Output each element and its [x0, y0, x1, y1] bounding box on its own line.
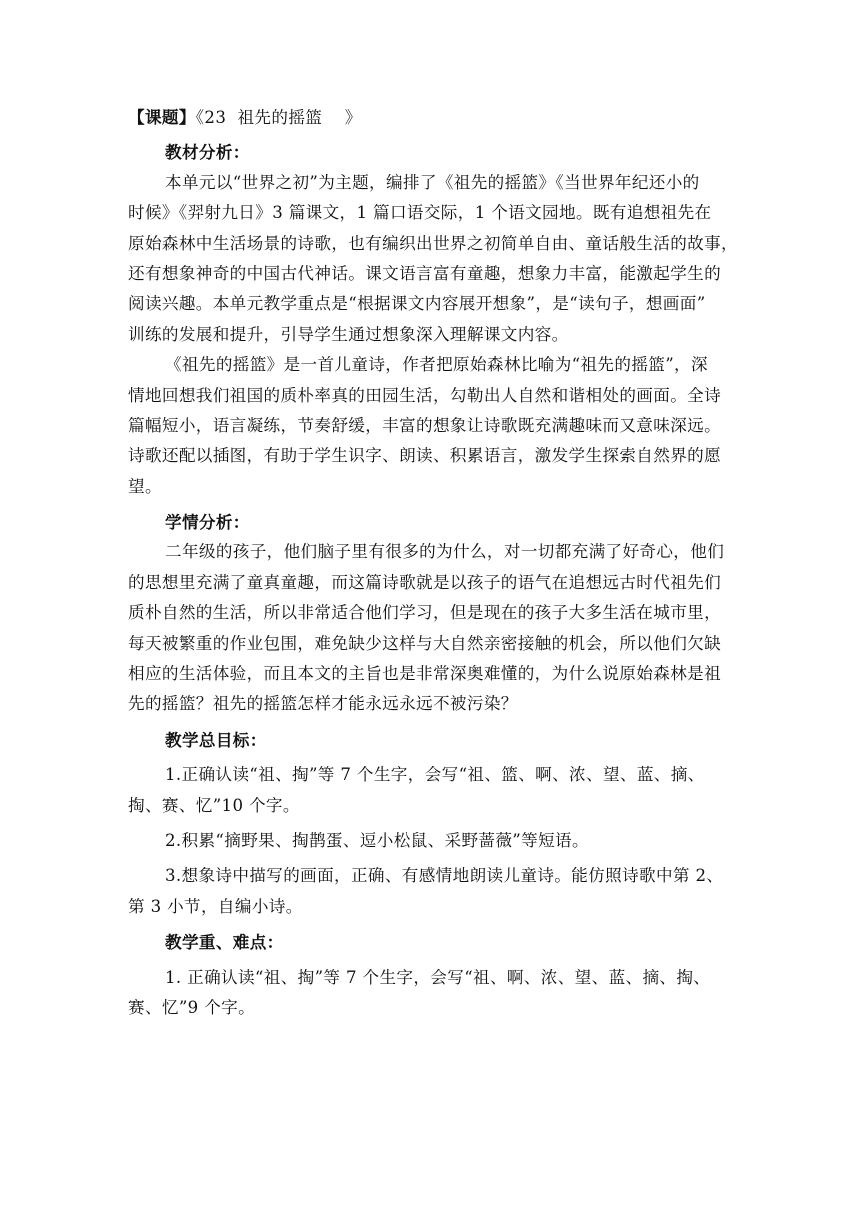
text-line: 篇幅短小，语言凝练，节奏舒缓，丰富的想象让诗歌既充满趣味而又意味深远。: [128, 415, 722, 435]
material-analysis-heading: 教材分析：: [165, 142, 250, 163]
teaching-goals-heading: 教学总目标：: [165, 729, 267, 750]
lesson-label: 【课题】: [128, 107, 196, 127]
text-line: 二年级的孩子，他们脑子里有很多的为什么，对一切都充满了好奇心，他们: [165, 542, 725, 562]
document-body: [128, 102, 738, 1023]
text-line: 第 3 小节，自编小诗。: [128, 896, 303, 916]
goal-item-1: [128, 760, 734, 821]
text-line: 掏、赛、忆”10 个字。: [128, 795, 300, 815]
text-line: 3.想象诗中描写的画面，正确、有感情地朗读儿童诗。能仿照诗歌中第 2、: [165, 866, 724, 886]
key-points-heading: 教学重、难点：: [165, 932, 284, 953]
material-paragraph-2: [128, 350, 734, 502]
text-line: 质朴自然的生活，所以非常适合他们学习，但是现在的孩子大多生活在城市里，: [128, 603, 722, 623]
text-line: 1.正确认读“祖、掏”等 7 个生字，会写“祖、篮、啊、浓、望、蓝、摘、: [165, 765, 705, 785]
text-line: 还有想象神奇的中国古代神话。课文语言富有童趣，想象力丰富，能激起学生的: [128, 263, 722, 283]
text-line: 2.积累“摘野果、掏鹊蛋、逗小松鼠、采野蔷薇”等短语。: [165, 830, 589, 850]
text-line: 情地回想我们祖国的质朴率真的田园生活，勾勒出人自然和谐相处的画面。全诗: [128, 385, 722, 405]
text-line: 《祖先的摇篮》是一首儿童诗，作者把原始森林比喻为“祖先的摇篮”，深: [165, 355, 708, 375]
learner-paragraph: [128, 537, 734, 719]
learner-analysis-heading: 学情分析：: [165, 512, 250, 533]
key-point-item-1: [128, 963, 734, 1024]
text-line: 望。: [128, 476, 162, 496]
text-line: 相应的生活体验，而且本文的主旨也是非常深奥难懂的，为什么说原始森林是祖: [128, 664, 722, 684]
text-line: 先的摇篮？祖先的摇篮怎样才能永远永远不被污染？: [128, 694, 518, 714]
text-line: 阅读兴趣。本单元教学重点是“根据课文内容展开想象”，是“读句子，想画面”: [128, 294, 706, 314]
text-line: 时候》《羿射九日》3 篇课文，1 篇口语交际，1 个语文园地。既有追想祖先在: [128, 203, 712, 223]
material-paragraph-1: [128, 168, 738, 350]
text-line: 赛、忆”9 个字。: [128, 997, 256, 1017]
lesson-title: 《23 祖先的摇篮 》: [195, 108, 362, 127]
text-line: 1. 正确认读“祖、掏”等 7 个生字，会写“祖、啊、浓、望、蓝、摘、掏、: [165, 967, 711, 987]
text-line: 本单元以“世界之初”为主题，编排了《祖先的摇篮》《当世界年纪还小的: [165, 172, 700, 192]
goal-item-2: [128, 826, 734, 856]
text-line: 诗歌还配以插图，有助于学生识字、朗读、积累语言，激发学生探索自然界的愿: [128, 446, 722, 466]
goal-item-3: [128, 861, 734, 922]
text-line: 训练的发展和提升，引导学生通过想象深入理解课文内容。: [128, 324, 569, 344]
text-line: 每天被繁重的作业包围，难免缺少这样与大自然亲密接触的机会，所以他们欠缺: [128, 633, 722, 653]
text-line: 原始森林中生活场景的诗歌，也有编织出世界之初简单自由、童话般生活的故事，: [128, 233, 738, 253]
lesson-title-line: [128, 102, 734, 132]
text-line: 的思想里充满了童真童趣，而这篇诗歌就是以孩子的语气在追想远古时代祖先们: [128, 572, 722, 592]
